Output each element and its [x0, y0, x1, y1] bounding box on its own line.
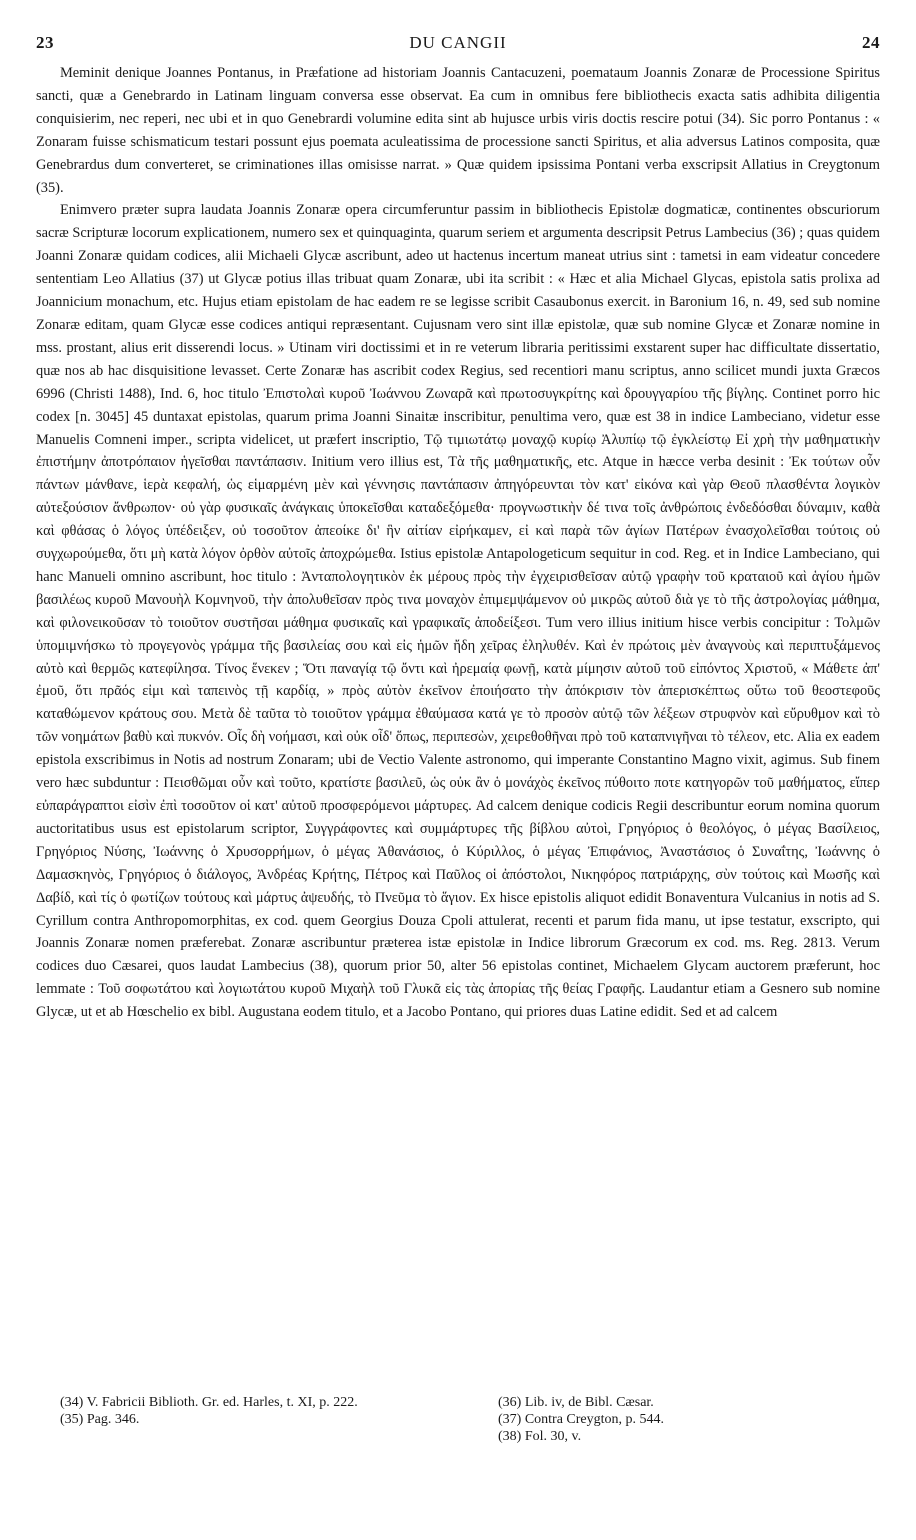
main-text: [36, 62, 880, 1024]
footnote-34: (34) V. Fabricii Biblioth. Gr. ed. Harles, t. XI, p. 222.: [60, 1395, 358, 1410]
footnotes-right-column: [498, 1394, 908, 1445]
running-title: DU CANGII: [409, 33, 507, 52]
page-number-left: 23: [36, 33, 54, 52]
paragraph: Meminit denique Joannes Pontanus, in Præfatione ad historiam Joannis Cantacuzeni, poemataum Joannis Zonaræ de Processione Spiritus sancti, quæ a Genebrardo in Latinam linguam conversa esse observat. Ea cum in omnibus fere bibliothecis exacta satis adhibita diligentia conquisierim, nec reperi, nec ubi et in quo Genebrardi volumine edita sint ab hujusce urbis viris doctis rescire potui (34). Sic porro Pontanus : « Zonaram fuisse schismaticum testari possunt ejus poemata aculeatissima de processione sancti Spiritus, et alia adversus Latinos composita, quæ Genebrardus dum converteret, se criminationes illas omisisse narrat. » Quæ quidem ipsissima Pontani verba exscripsit Allatius in Creygtonum (35).: [36, 65, 880, 196]
footnote-38: (38) Fol. 30, v.: [498, 1429, 582, 1444]
footnote-35: (35) Pag. 346.: [60, 1412, 140, 1427]
running-header: [36, 33, 880, 57]
footnotes-left-column: [60, 1394, 470, 1428]
footnote-37: (37) Contra Creygton, p. 544.: [498, 1412, 665, 1427]
paragraph: Enimvero præter supra laudata Joannis Zonaræ opera circumferuntur passim in bibliothecis Epistolæ dogmaticæ, continentes obscuriorum sacræ Scripturæ locorum explicationem, numero sex et quinquaginta, quarum seriem et argumenta descripsit Petrus Lambecius (36) ; quas quidem Joanni Zonaræ quidam codices, alii Michaeli Glycæ ascribunt, adeo ut hactenus incertum maneat utrius sint : tametsi in eam videatur concedere sententiam Leo Allatius (37) ut Glycæ potius illas tribuat quam Zonaræ, ubi ita scribit : « Hæc et alia Michael Glycas, epistola satis prolixa ad Joannicium monachum, etc. Hujus etiam epistolam de hac eadem re se legisse scribit Casaubonus exercit. in Baronium 16, n. 49, sed sub nomine Zonaræ editam, quam Glycæ esse codices antiqui repræsentant. Cujusnam vero sint illæ epistolæ, quæ sub nomine Glycæ et Zonaræ nomine in mss. prostant, alius erit disserendi locus. » Utinam viri doctissimi et in re veterum libraria peritissimi exstarent super hac difficultate dissertatio, quæ nos ab hac disquisitione levasset. Certe Zonaræ has ascribit codex Regius, sed recentiori manu scriptus, anno scilicet mundi juxta Græcos 6996 (Christi 1488), Ind. 6, hoc titulo Ἐπιστολαὶ κυροῦ Ἰωάννου Ζωναρᾶ καὶ πρωτοσυγκρίτης καὶ δρουγγαρίου τῆς βίγλης. Continet porro hic codex [n. 3045] 45 duntaxat epistolas, quarum prima Joanni Sinaitæ inscribitur, penultima vero, quæ est 38 in indice Lambeciano, videtur esse Manuelis Comneni imper., scripta videlicet, ut præfert inscriptio, Τῷ τιμιωτάτῳ μοναχῷ κυρίῳ Ἀλυπίῳ τῷ ἐγκλείστῳ Εἰ χρὴ τὴν μαθηματικὴν ἐπιστήμην ἀποτρόπαιον ἡγεῖσθαι παντάπασιν. Initium vero illius est, Τὰ τῆς μαθηματικῆς, etc. Atque in hæcce verba desinit : Ἐκ τούτων οὖν πάντων μάνθανε, ἱερὰ κεφαλή, ὡς εἱμαρμένη μὲν καὶ γέννησις παντάπασιν ἀπηγόρευνται τὸν κατ' εἰκόνα καὶ γὰρ Θεοῦ πλασθέντα λογικὸν αὐτεξούσιον ἄνθρωπον· οὐ γὰρ φυσικαῖς ἀνάγκαις ὑποκεῖσθαι καταδεξόμεθα· προγνωστικὴν δέ τινα τοῖς ἀνθρώποις ἐνδεδόσθαι δύναμιν, καθὰ καὶ φθάσας ὁ λόγος ὑπέδειξεν, οὐ τοσοῦτον ἀπεοίκε δι' ἣν αἰτίαν εἰρήκαμεν, εἰ καὶ παρὰ τῶν ἁγίων Πατέρων ἐνασχολεῖσθαι τούτοις οὐ συγχωρούμεθα, ὅτι μὴ κατὰ λόγον ὀρθὸν αὐτοῖς ἀποχρώμεθα. Istius epistolæ Antapologeticum sequitur in cod. Reg. et in Indice Lambeciano, qui hanc Manueli omnino ascribunt, hoc titulo : Ἀνταπολογητικὸν ἐκ μέρους πρὸς τὴν ἐγχειρισθεῖσαν αὐτῷ γραφὴν τοῦ κραταιοῦ καὶ ἁγίου ἡμῶν βασιλέως κυροῦ Μανουὴλ Κομνηνοῦ, τὴν ἀπολυθεῖσαν πρὸς τινα μοναχὸν ἐπιμεμψάμενον οὐ μικρῶς αὐτοῦ διὰ γε τὸ τῆς ἀστρολογίας μάθημα, καὶ φιλονεικοῦσαν τὸ τοιοῦτον συστῆσαι μάθημα φυσικαῖς καὶ γραφικαῖς ἀποδείξεσι. Tum vero illius initium hisce verbis concipitur : Τολμῶν ὑπομιμνήσκω τὸ προγεγονὸς γράμμα τῆς βασιλείας σου καὶ εἰς ἡμῶν ἤδη χεῖρας ἐληλυθέν. Καὶ ἐν πρώτοις μὲν ἀναγνοὺς καὶ περιπτυξάμενος αὐτὸ καὶ θερμῶς κατεφίλησα. Τίνος ἕνεκεν ; Ὅτι παναγίᾳ τῷ ὄντι καὶ ἠρεμαίᾳ φωνῇ, κατὰ μίμησιν αὐτοῦ τοῦ εἰπόντος Χριστοῦ, « Μάθετε ἀπ' ἐμοῦ, ὅτι πρᾶός εἰμι καὶ ταπεινὸς τῇ καρδίᾳ, » πρὸς αὐτὸν ἐκεῖνον ἐποιήσατο τὴν ἀπόκρισιν τὸν ἀπερισκέπτως οὕτω τοῦ θεοστεφοῦς καταθώμενον κράτους σου. Μετὰ δὲ ταῦτα τὸ τοιοῦτον γράμμα ἐθαύμασα κατά γε τὸ προσὸν αὐτῷ τῶν λέξεων στρυφνὸν καὶ εὔρυθμον καὶ τὸ τῶν νοημάτων βαθὺ καὶ πυκνόν. Οἷς δὴ νοήμασι, καὶ οὐκ οἶδ' ὅπως, περιπεσὼν, χειρεθοθῆναι πρὸ τοῦ καταπνιγῆναι τὸ τέλεον, etc. Alia ex eadem epistola exscribimus in Notis ad nostrum Zonaram; ubi de Vectio Valente astronomo, qui imperante Constantino Magno vixit, agimus. Sub finem vero hæc subduntur : Πεισθῶμαι οὖν καὶ τοῦτο, κρατίστε βασιλεῦ, ὡς οὐκ ἂν ὁ μονάχὸς ἐκεῖνος πύθοιτο ποτε κατηγορῶν τοῦ μαθήματος, εἴπερ εὐπαράγραπτοι εἰσὶν ἐπὶ τοσοῦτον οἱ κατ' αὐτοῦ προσφερόμενοι μάρτυρες. Ad calcem denique codicis Regii describuntur eorum nomina quorum auctoritatibus usus est epistolarum scriptor, Συγγράφοντες καὶ συμμάρτυρες τῆς βίβλου αὐτοὶ, Γρηγόριος ὁ θεολόγος, ὁ μέγας Βασίλειος, Γρηγόριος Νύσης, Ἰωάννης ὁ Χρυσορρήμων, ὁ μέγας Ἀθανάσιος, ὁ Κύριλλος, ὁ μέγας Ἐπιφάνιος, Ἀναστάσιος ὁ Συναΐτης, Ἰωάννης ὁ Δαμασκηνὸς, Γρηγόριος ὁ διάλογος, Ἀνδρέας Κρήτης, Πέτρος καὶ Παῦλος οἱ ἀπόστολοι, Νικηφόρος πατριάρχης, σὺν τούτοις καὶ Μωσῆς καὶ Δαβίδ, καὶ τίς ὁ φωτίζων τούτους καὶ μάρτυς ἀψευδής, τὸ Πνεῦμα τὸ ἅγιον. Ex hisce epistolis aliquot edidit Bonaventura Vulcanius in notis ad S. Cyrillum contra Anthropomorphitas, ex cod. quem Georgius Douza Cpoli attulerat, recenti et parum fida manu, ut ipse testatur, exscripto, qui Joannis Zonaræ nomen præferebat. Zonaræ ascribuntur præterea istæ epistolæ in Indice librorum Græcorum ex cod. ms. Reg. 2813. Verum codices duo Cæsarei, quos laudat Lambecius (38), quorum prior 50, alter 56 epistolas continet, Michaelem Glycam auctorem præferunt, hoc lemmate : Τοῦ σοφωτάτου καὶ λογιωτάτου κυροῦ Μιχαὴλ τοῦ Γλυκᾶ εἰς τὰς ἀπορίας τῆς θείας Γραφῆς. Laudantur etiam a Gesnero sub nomine Glycæ, ut et ab Hœschelio ex bibl. Augustana eodem titulo, et a Jacobo Pontano, qui priores duas Latine edidit. Sed et ad calcem: [36, 202, 880, 1021]
page-number-right: 24: [862, 33, 880, 52]
footnote-36: (36) Lib. iv, de Bibl. Cæsar.: [498, 1395, 654, 1410]
